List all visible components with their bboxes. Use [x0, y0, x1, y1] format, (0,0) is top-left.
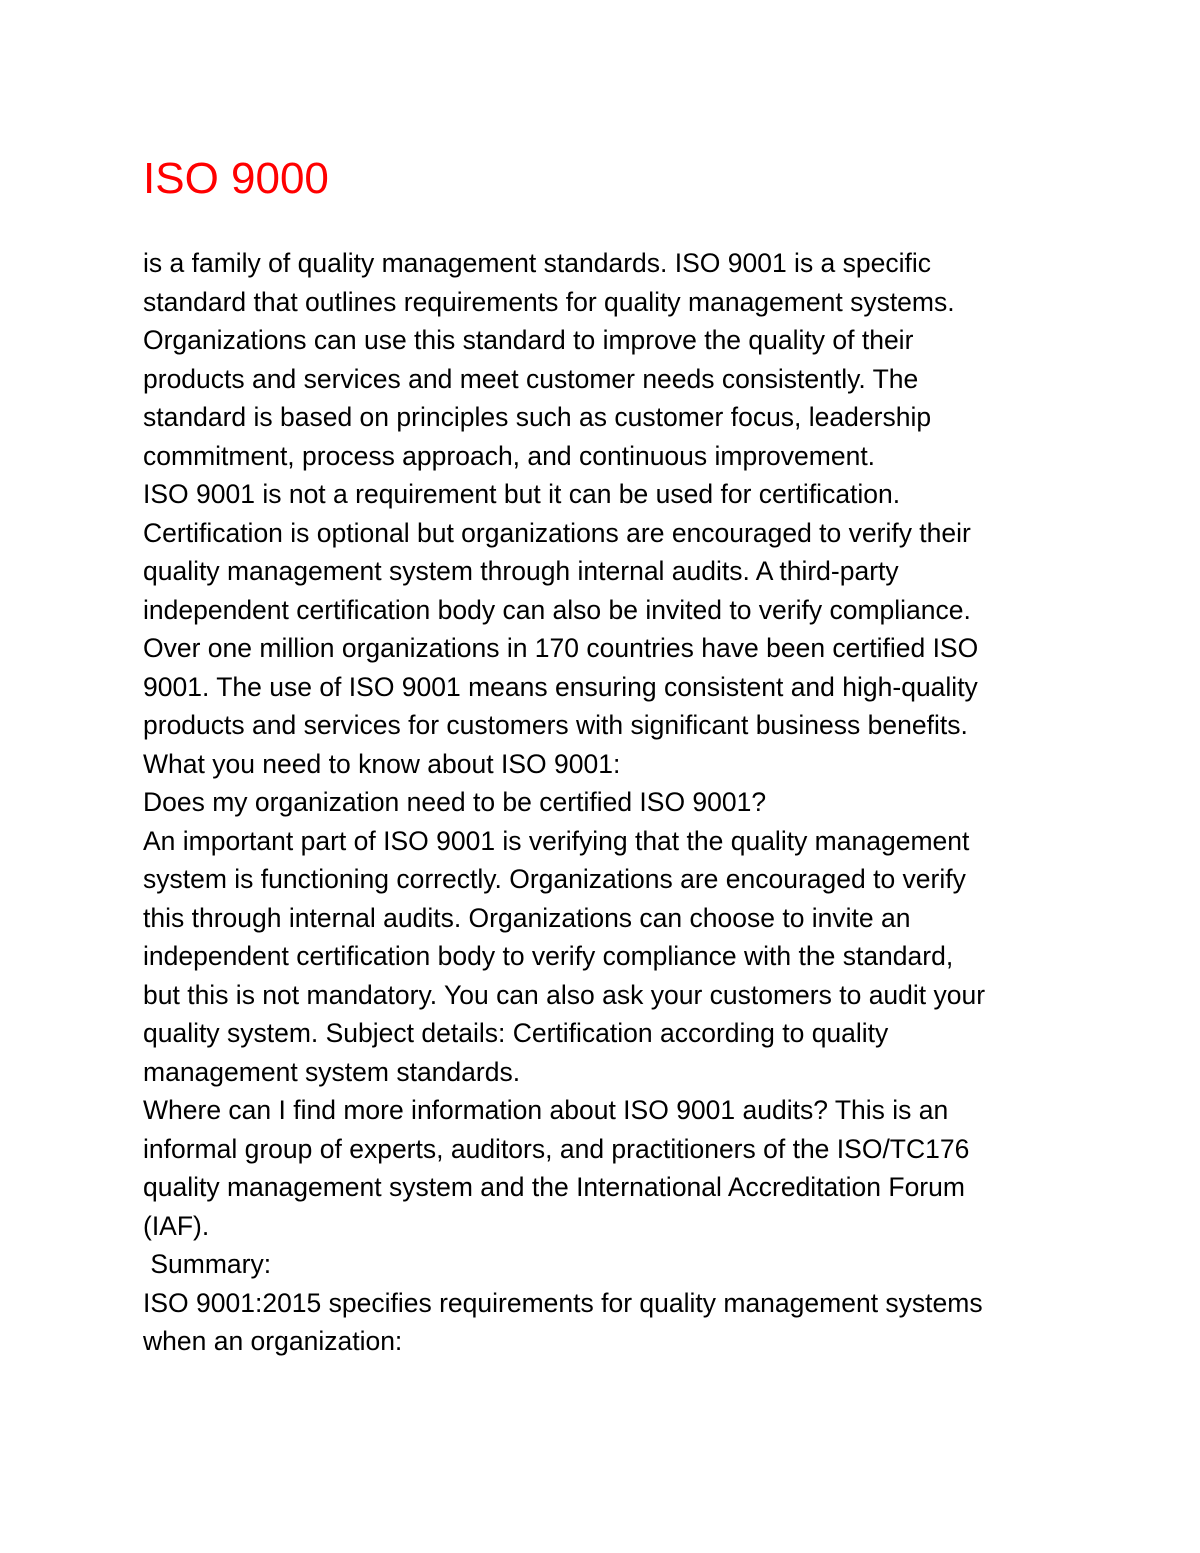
body-line: products and services and meet customer needs consistently. The	[143, 363, 919, 394]
body-line: (IAF).	[143, 1210, 210, 1241]
body-line: quality management system and the International Accreditation Forum	[143, 1172, 965, 1202]
body-line: commitment, process approach, and continuous improvement.	[143, 440, 876, 471]
body-line: when an organization:	[143, 1326, 403, 1356]
body-line: standard is based on principles such as customer focus, leadership	[143, 402, 932, 432]
body-line: ISO 9001 is not a requirement but it can be used for certification.	[143, 479, 901, 509]
body-line: Where can I find more information about ISO 9001 audits? This is an	[143, 1095, 949, 1125]
body-line: products and services for customers with significant business benefits.	[143, 710, 968, 740]
document-body	[143, 244, 1103, 1361]
body-line: system is functioning correctly. Organizations are encouraged to verify	[143, 864, 966, 894]
body-line: is a family of quality management standards. ISO 9001 is a specific	[143, 248, 932, 278]
body-line: Does my organization need to be certified ISO 9001?	[143, 787, 767, 817]
body-line: but this is not mandatory. You can also ask your customers to audit your	[143, 979, 986, 1010]
body-line: 9001. The use of ISO 9001 means ensuring consistent and high-quality	[143, 671, 978, 702]
body-line: independent certification body to verify compliance with the standard,	[143, 941, 954, 971]
body-line: Summary:	[143, 1249, 272, 1279]
body-line: quality system. Subject details: Certification according to quality	[143, 1018, 889, 1048]
body-line: Organizations can use this standard to improve the quality of their	[143, 325, 914, 355]
body-line: independent certification body can also be invited to verify compliance.	[143, 594, 971, 625]
document-title: ISO 9000	[143, 154, 329, 203]
body-line: management system standards.	[143, 1056, 521, 1087]
body-line: informal group of experts, auditors, and practitioners of the ISO/TC176	[143, 1133, 970, 1164]
body-line: ISO 9001:2015 specifies requirements for quality management systems	[143, 1287, 983, 1318]
body-line: this through internal audits. Organizations can choose to invite an	[143, 902, 911, 933]
body-line: An important part of ISO 9001 is verifying that the quality management	[143, 825, 970, 856]
body-line: standard that outlines requirements for quality management systems.	[143, 286, 955, 317]
body-line: Certification is optional but organizations are encouraged to verify their	[143, 517, 971, 548]
body-line: quality management system through internal audits. A third-party	[143, 556, 899, 586]
body-line: Over one million organizations in 170 countries have been certified ISO	[143, 633, 979, 663]
body-line: What you need to know about ISO 9001:	[143, 748, 621, 779]
